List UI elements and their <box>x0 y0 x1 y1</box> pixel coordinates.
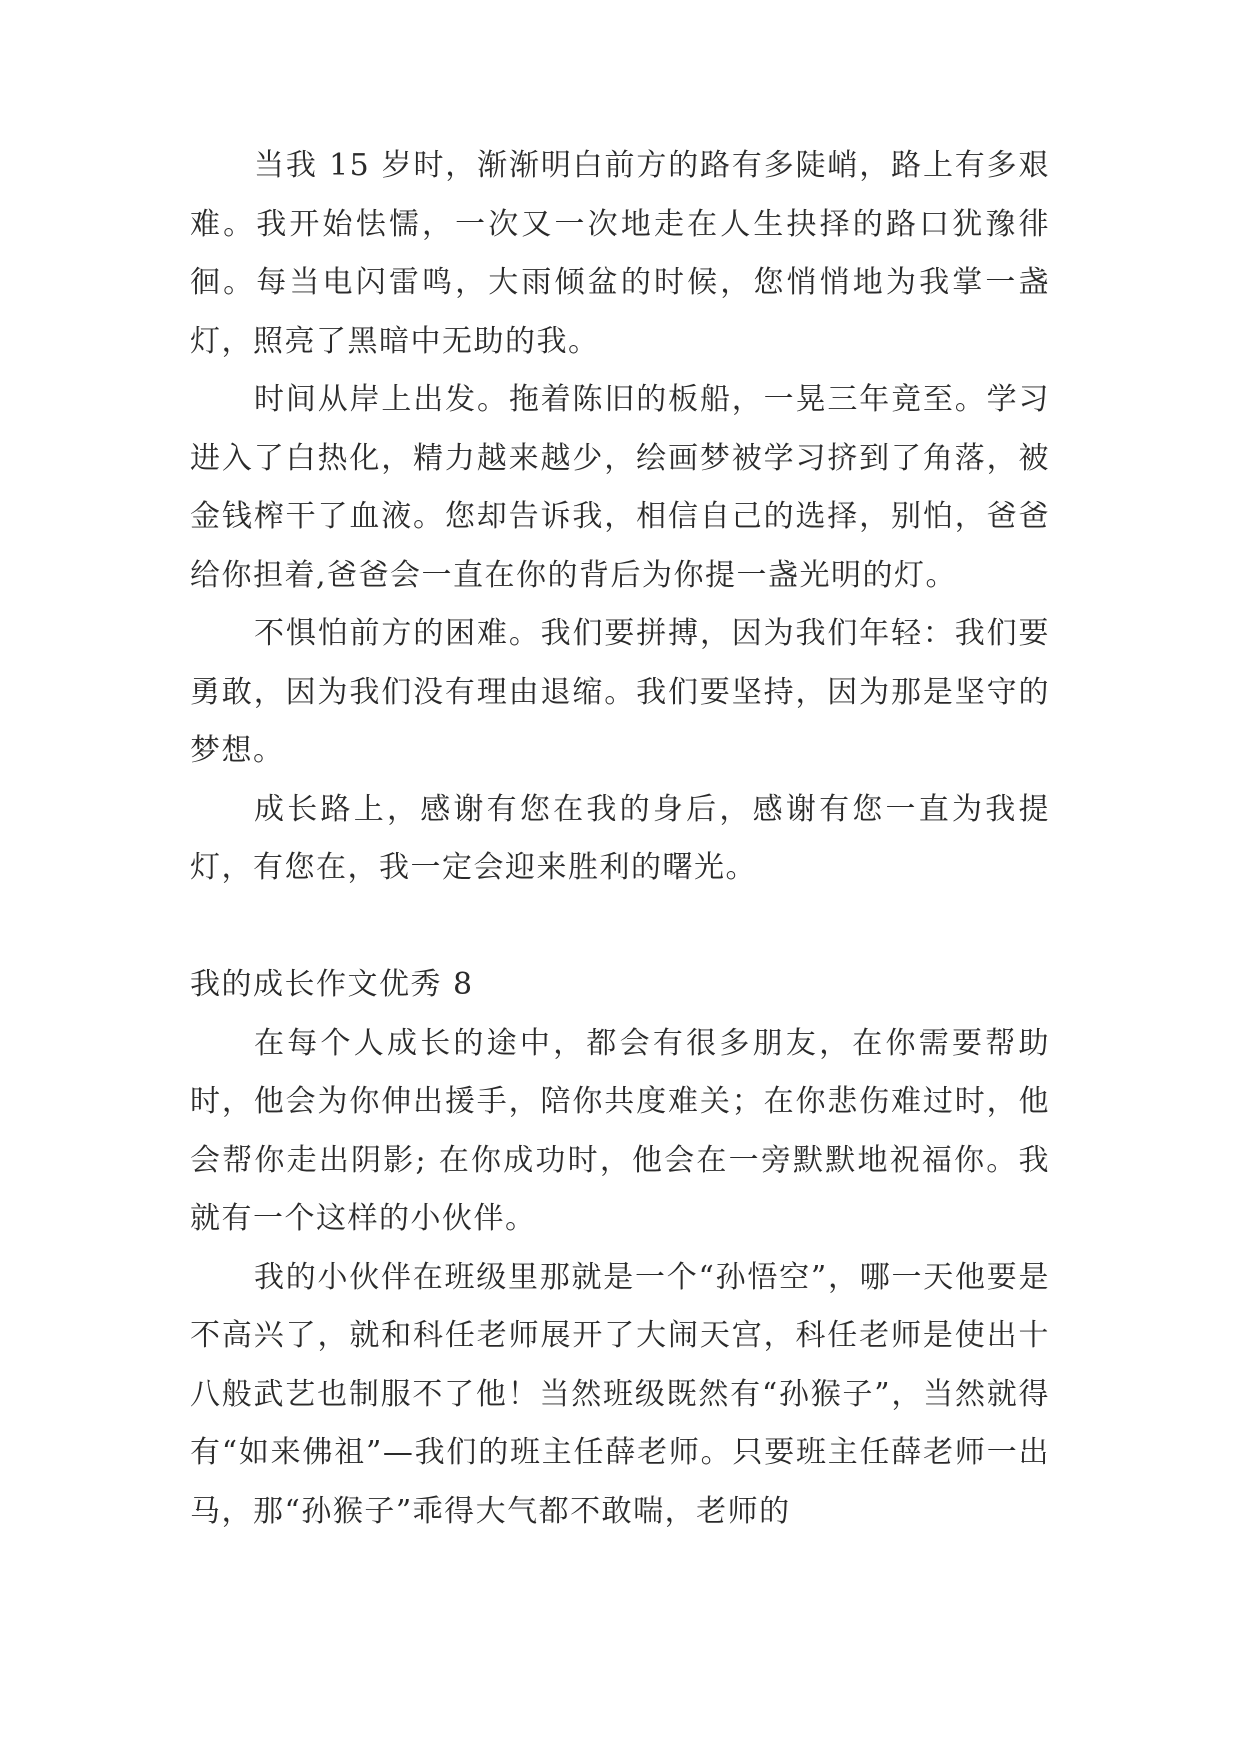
paragraph-3: 不惧怕前方的困难。我们要拼搏，因为我们年轻：我们要勇敢，因为我们没有理由退缩。我们要坚持，因为那是坚守的梦想。 <box>190 616 1050 768</box>
section-title: 我的成长作文优秀 8 <box>190 967 474 1002</box>
paragraph-6: 我的小伙伴在班级里那就是一个“孙悟空”，哪一天他要是不高兴了，就和科任老师展开了大闹天宫，科任老师是使出十八般武艺也制服不了他！当然班级既然有“孙猴子”，当然就得有“如来佛祖”—我们的班主任薛老师。只要班主任薛老师一出马，那“孙猴子”乖得大气都不敢喘，老师的 <box>190 1259 1050 1529</box>
section-gap <box>190 898 1050 957</box>
paragraph-5: 在每个人成长的途中，都会有很多朋友，在你需要帮助时，他会为你伸出援手，陪你共度难关；在你悲伤难过时，他会帮你走出阴影; 在你成功时，他会在一旁默默地祝福你。我就有一个这样的小伙伴。 <box>190 1025 1050 1236</box>
paragraph-4: 成长路上，感谢有您在我的身后，感谢有您一直为我提灯，有您在，我一定会迎来胜利的曙光。 <box>190 791 1050 885</box>
document-body <box>190 137 1050 1541</box>
paragraph-1: 当我 15 岁时，渐渐明白前方的路有多陡峭，路上有多艰难。我开始怯懦，一次又一次地走在人生抉择的路口犹豫徘徊。每当电闪雷鸣，大雨倾盆的时候，您悄悄地为我掌一盏灯，照亮了黑暗中无助的我。 <box>190 148 1050 359</box>
paragraph-2: 时间从岸上出发。拖着陈旧的板船，一晃三年竟至。学习进入了白热化，精力越来越少，绘画梦被学习挤到了角落，被金钱榨干了血液。您却告诉我，相信自己的选择，别怕，爸爸给你担着,爸爸会一直在你的背后为你提一盏光明的灯。 <box>190 382 1050 593</box>
